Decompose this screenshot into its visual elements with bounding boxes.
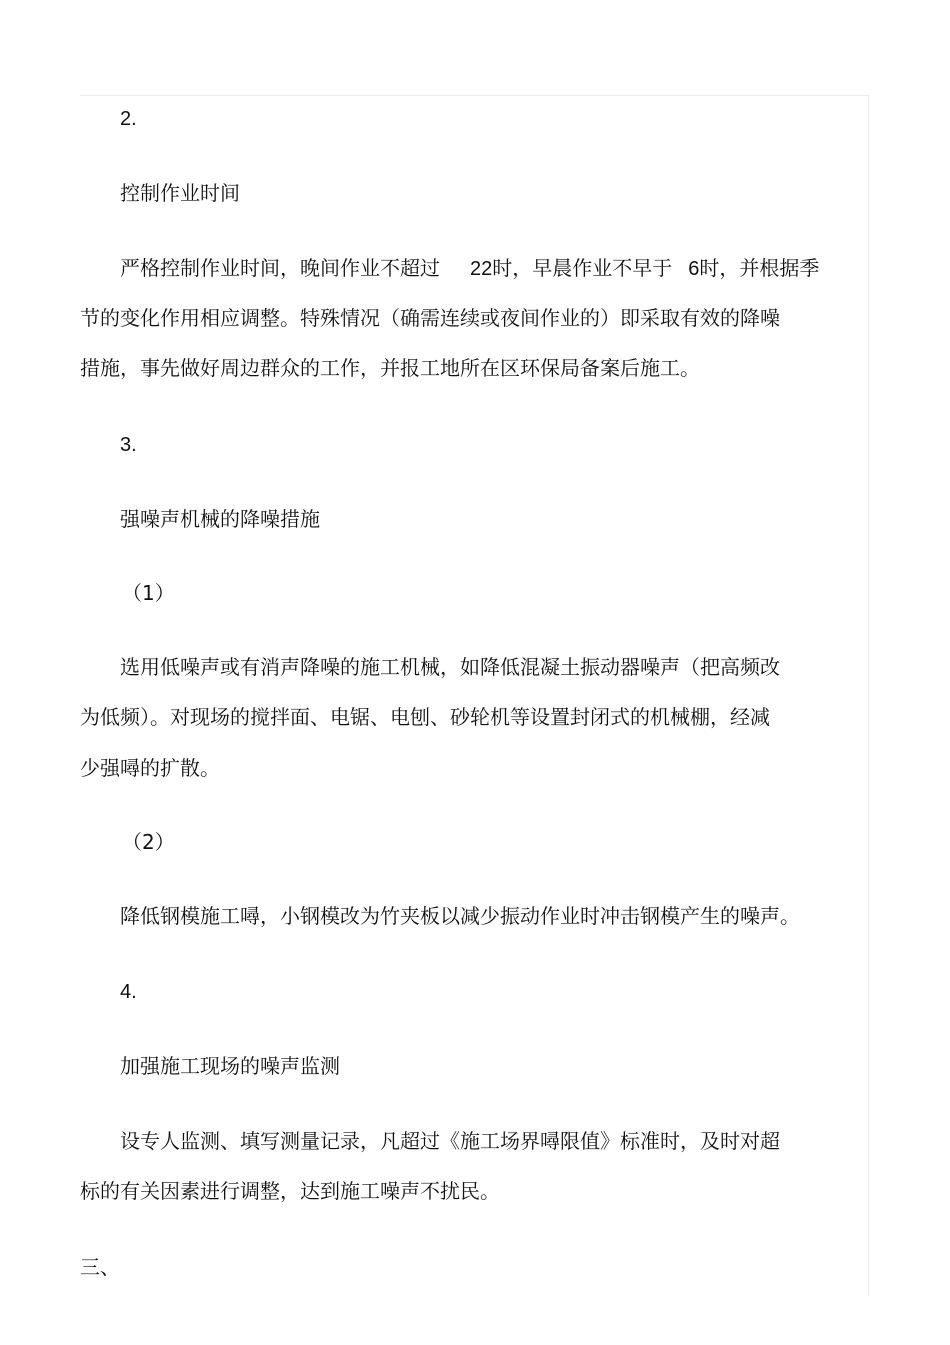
- item-3-sub-2-line-1: 降低钢模施工噚，小钢模改为竹夹板以减少振动作业时冲击钢模产生的噪声。: [120, 904, 800, 928]
- item-3-sub-1-line-3: 少强噚的扩散。: [80, 756, 220, 780]
- item-4-number: 4.: [120, 981, 137, 1003]
- item-2-number: 2.: [120, 108, 137, 130]
- item-4-paragraph-line-1: 设专人监测、填写测量记录，凡超过《施工场界噚限值》标准时，及时对超: [120, 1129, 780, 1153]
- item-2-heading: 控制作业时间: [120, 181, 240, 205]
- section-3-marker: 三、: [80, 1255, 120, 1279]
- item-2-line-1-text-c: 时，早晨作业不早于: [492, 256, 673, 280]
- item-2-hour-6: 6: [688, 258, 700, 280]
- item-3-number: 3.: [120, 434, 137, 456]
- item-3-sub-1-line-2: 为低频）。对现场的搅拌面、电锯、电刨、砂轮机等设置封闭式的机械棚，经减: [80, 705, 770, 729]
- item-2-line-1-text-a: 严格控制作业时间，晚间作业不超过: [120, 256, 440, 280]
- item-2-line-1-text-e: 时，并根据季: [699, 256, 820, 280]
- item-2-paragraph-line-3: 措施，事先做好周边群众的工作，并报工地所在区环保局备案后施工。: [80, 356, 700, 380]
- item-4-paragraph-line-2: 标的有关因素进行调整，达到施工噪声不扰民。: [80, 1179, 500, 1203]
- item-3-sub-1-marker: （1）: [122, 581, 175, 605]
- item-4-heading: 加强施工现场的噪声监测: [120, 1054, 340, 1078]
- item-2-paragraph-line-1: [120, 255, 819, 282]
- item-2-paragraph-line-2: 节的变化作用相应调整。特殊情况（确需连续或夜间作业的）即采取有效的降噪: [80, 306, 780, 330]
- item-3-sub-2-marker: （2）: [122, 830, 175, 854]
- item-3-sub-1-line-1: 选用低噪声或有消声降噪的施工机械，如降低混凝土振动器噪声（把高频改: [120, 655, 780, 679]
- item-2-hour-22: 22: [470, 258, 493, 280]
- item-3-heading: 强噪声机械的降噪措施: [120, 507, 320, 531]
